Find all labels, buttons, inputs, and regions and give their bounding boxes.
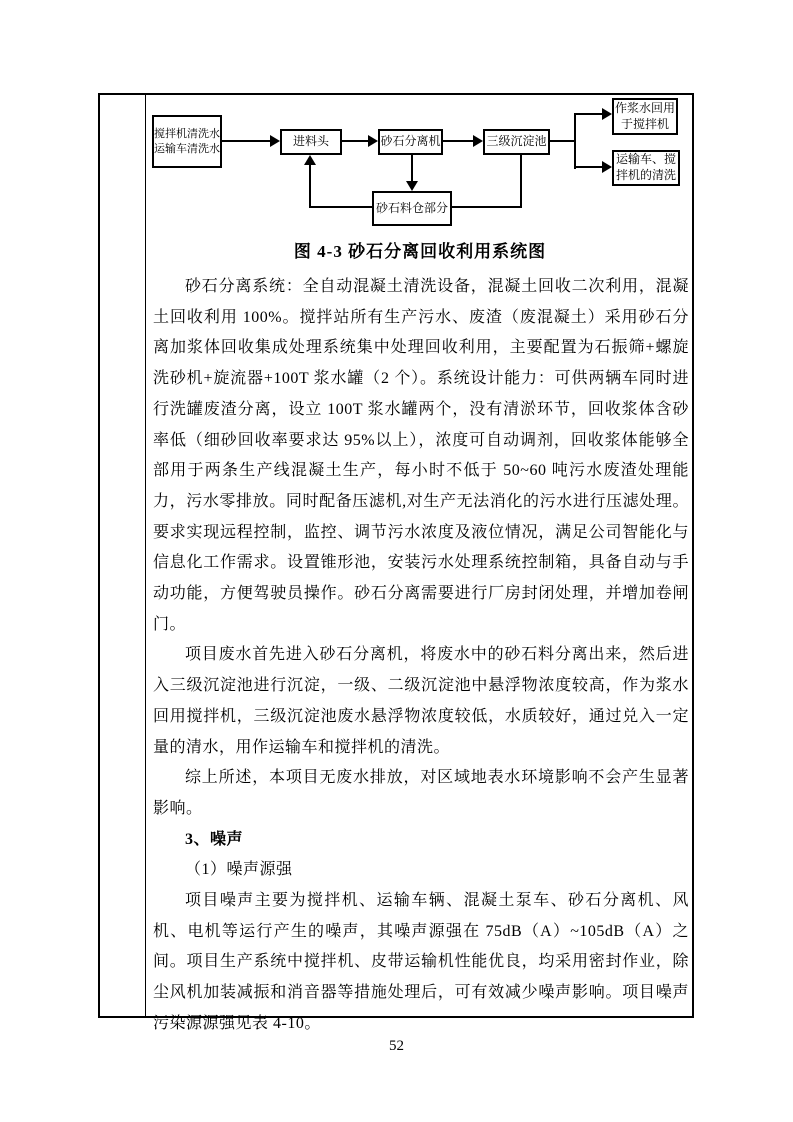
flowchart-node-feed-head: 进料头 bbox=[280, 129, 342, 155]
page-number: 52 bbox=[389, 1038, 404, 1054]
node-label-line: 作浆水回用 bbox=[614, 100, 675, 115]
flowchart-node-vehicle-washing bbox=[612, 150, 680, 186]
paragraph-wastewater-process: 项目废水首先进入砂石分离机，将废水中的砂石料分离出来，然后进入三级沉淀池进行沉淀，一级、二级沉淀池中悬浮物浓度较高，作为浆水回用搅拌机，三级沉淀池废水悬浮物浓度较低，水质较好，通过兑入一定量的清水，用作运输车和搅拌机的清洗。 bbox=[153, 646, 689, 756]
node-label-line: 运输车、搅 bbox=[615, 152, 676, 167]
flowchart-node-separator: 砂石分离机 bbox=[378, 129, 443, 155]
subheading-noise-source: （1）噪声源强 bbox=[185, 861, 293, 879]
document-body bbox=[146, 272, 694, 1040]
flowchart-connector bbox=[443, 140, 473, 142]
flowchart-connector bbox=[574, 166, 602, 168]
figure-caption: 图 4-3 砂石分离回收利用系统图 bbox=[293, 242, 547, 261]
flowchart-connector bbox=[574, 113, 576, 169]
flowchart-connector bbox=[222, 140, 270, 142]
paragraph-conclusion: 综上所述，本项目无废水排放，对区域地表水环境影响不会产生显著影响。 bbox=[153, 769, 689, 817]
flowchart-connector bbox=[550, 140, 576, 142]
flowchart-connector bbox=[342, 140, 368, 142]
flowchart-connector bbox=[574, 113, 602, 115]
node-label-line: 搅拌机清洗水 bbox=[154, 128, 220, 141]
flowchart-node-wash-water bbox=[152, 115, 222, 168]
flowchart-arrowhead bbox=[368, 135, 378, 147]
flowchart-node-silo: 砂石料仓部分 bbox=[372, 191, 452, 226]
flowchart-node-sedimentation: 三级沉淀池 bbox=[483, 129, 550, 155]
node-label-line: 运输车清洗水 bbox=[154, 142, 220, 155]
flowchart-arrowhead bbox=[602, 161, 612, 173]
flowchart-arrowhead bbox=[270, 135, 280, 147]
flowchart-arrowhead bbox=[304, 155, 316, 165]
paragraph-noise-sources: 项目噪声主要为搅拌机、运输车辆、混凝土泵车、砂石分离机、风机、电机等运行产生的噪声，其噪声源强在 75dB（A）~105dB（A）之间。项目生产系统中搅拌机、皮带运输机性能优良，均采用密封作业，除尘风机加装减振和消音器等措施处理后，可有效减少噪声影响。项目噪声污染源源强见表 4-10。 bbox=[153, 892, 689, 1032]
paragraph-sand-separation-system: 砂石分离系统：全自动混凝土清洗设备，混凝土回收二次利用，混凝土回收利用 100%。搅拌站所有生产污水、废渣（废混凝土）采用砂石分离加浆体回收集成处理系统集中处理回收利用，主要配置为石振筛+螺旋洗砂机+旋流器+100T 浆水罐（2 个）。系统设计能力：可供两辆车同时进行洗罐废渣分离，设立 100T 浆水罐两个，没有清淤环节，回收浆体含砂率低（细砂回收率要求达 95%以上），浓度可自动调剂，回收浆体能够全部用于两条生产线混凝土生产，每小时不低于 50~60 吨污水废渣处理能力，污水零排放。同时配备压滤机,对生产无法消化的污水进行压滤处理。要求实现远程控制，监控、调节污水浓度及液位情况，满足公司智能化与信息化工作需求。设置锥形池，安装污水处理系统控制箱，具备自动与手动功能，方便驾驶员操作。砂石分离需要进行厂房封闭处理，并增加卷闸门。 bbox=[153, 278, 689, 633]
node-label-line: 于搅拌机 bbox=[620, 116, 669, 131]
flowchart-arrowhead bbox=[406, 181, 418, 191]
flowchart-connector bbox=[309, 164, 311, 208]
flowchart-connector bbox=[309, 206, 373, 208]
flowchart-arrowhead bbox=[602, 108, 612, 120]
node-label-line: 拌机的清洗 bbox=[615, 168, 676, 182]
flowchart-arrowhead bbox=[473, 135, 483, 147]
flowchart-connector bbox=[411, 155, 413, 182]
flowchart-node-slurry-reuse bbox=[612, 98, 678, 135]
flowchart-connector bbox=[520, 155, 522, 208]
section-heading-noise: 3、噪声 bbox=[185, 830, 244, 848]
flowchart-connector bbox=[452, 206, 522, 208]
